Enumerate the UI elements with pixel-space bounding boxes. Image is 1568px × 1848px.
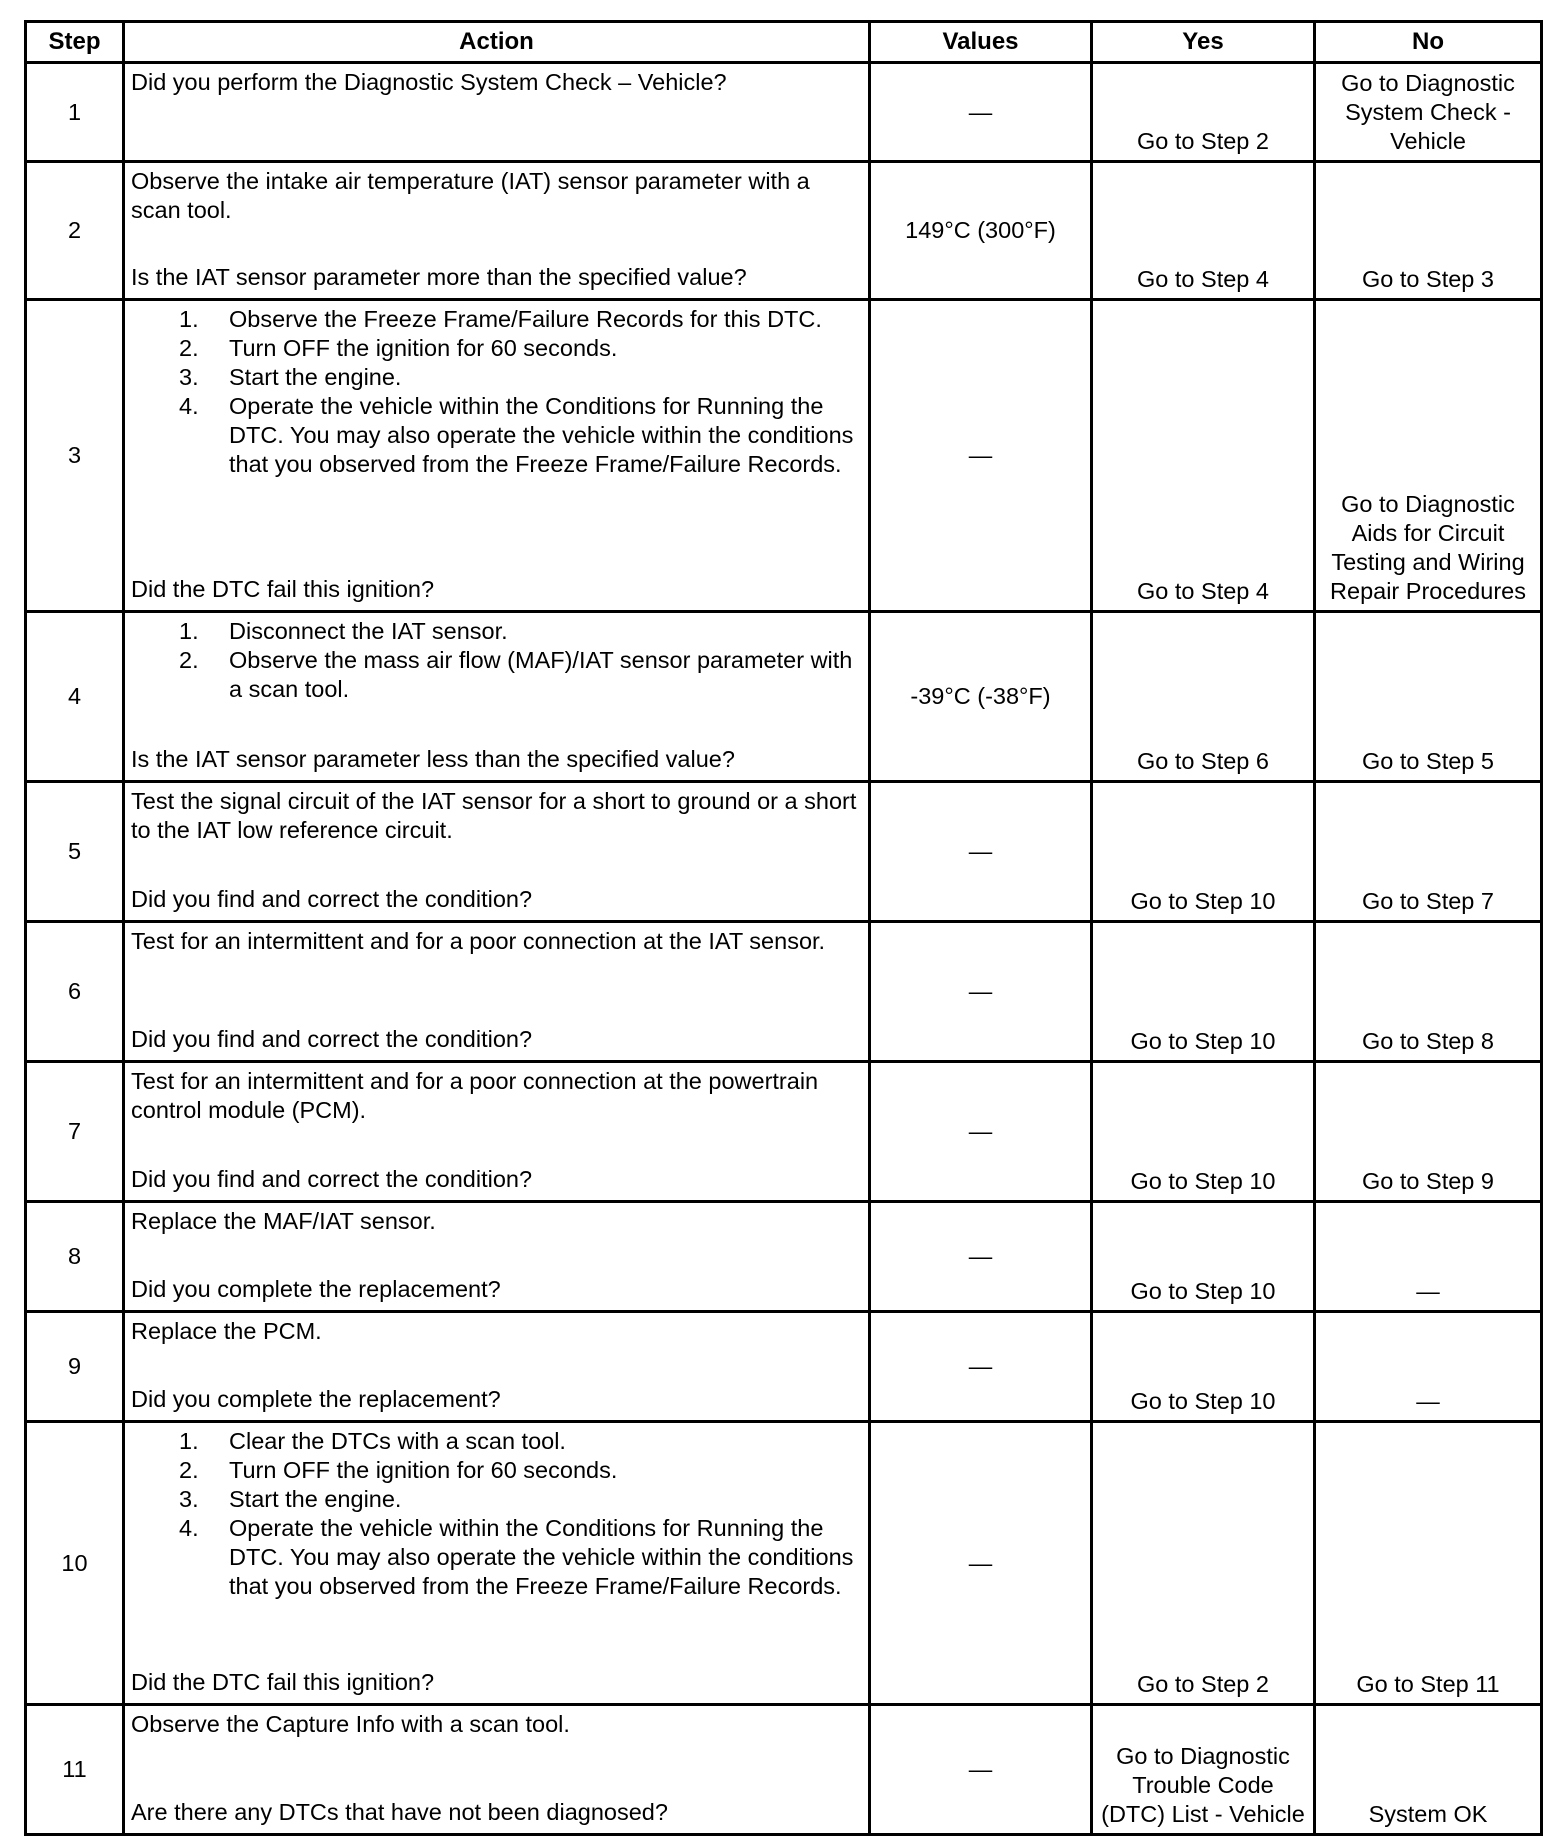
table-row [26,63,1542,162]
action-cell [124,1202,870,1312]
list-number: 1. [179,1428,199,1454]
list-number: 4. [179,393,199,419]
no-cell-text: Go to Step 7 [1362,888,1494,914]
step-cell: 8 [26,1202,124,1312]
header-no: No [1315,22,1542,63]
table-row [26,1422,1542,1705]
list-number: 4. [179,1515,199,1541]
list-text: Disconnect the IAT sensor. [229,618,508,644]
yes-cell-text: Go to Step 4 [1137,266,1269,292]
yes-cell-text: Go to Step 4 [1137,578,1269,604]
list-text: Clear the DTCs with a scan tool. [229,1428,566,1454]
table-row [26,1312,1542,1422]
yes-cell [1092,1312,1315,1422]
yes-cell-text: Go to Step 10 [1130,888,1276,914]
values-cell: -39°C (-38°F) [870,612,1092,782]
table-row [26,782,1542,922]
yes-cell [1092,1202,1315,1312]
values-cell: — [870,922,1092,1062]
yes-cell [1092,1422,1315,1705]
list-number: 1. [179,306,199,332]
list-text: Operate the vehicle within the Conditions for Running the DTC. You may also operate the vehicle within the conditions that you observed from the Freeze Frame/Failure Records. [229,393,854,477]
action-question: Is the IAT sensor parameter less than the specified value? [131,746,735,772]
list-item [131,334,860,363]
action-text: Test for an intermittent and for a poor connection at the IAT sensor. [131,928,826,954]
action-question: Are there any DTCs that have not been diagnosed? [131,1799,668,1825]
step-cell: 5 [26,782,124,922]
values-cell: — [870,63,1092,162]
action-question: Did the DTC fail this ignition? [131,1669,435,1695]
table-body [26,63,1542,1835]
step-cell: 9 [26,1312,124,1422]
no-cell [1315,162,1542,300]
action-cell [124,1312,870,1422]
yes-cell-text: Go to Step 10 [1130,1278,1276,1304]
yes-cell [1092,300,1315,612]
table-row [26,612,1542,782]
no-cell [1315,782,1542,922]
yes-cell [1092,1062,1315,1202]
yes-cell [1092,1705,1315,1835]
step-cell: 1 [26,63,124,162]
no-cell [1315,922,1542,1062]
values-cell: — [870,1062,1092,1202]
no-cell-text: Go to Diagnostic System Check - Vehicle [1341,70,1515,154]
no-cell [1315,300,1542,612]
yes-cell-text: Go to Step 2 [1137,128,1269,154]
step-cell: 6 [26,922,124,1062]
list-text: Observe the mass air flow (MAF)/IAT sensor parameter with a scan tool. [229,647,853,702]
values-cell: — [870,1312,1092,1422]
list-number: 1. [179,618,199,644]
list-number: 2. [179,647,199,673]
action-text: Observe the Capture Info with a scan tool. [131,1711,570,1737]
no-cell [1315,612,1542,782]
yes-cell-text: Go to Diagnostic Trouble Code (DTC) List - Vehicle [1101,1743,1305,1827]
action-cell [124,1422,870,1705]
action-question: Did you complete the replacement? [131,1276,501,1302]
no-cell [1315,63,1542,162]
values-cell: — [870,782,1092,922]
header-step: Step [26,22,124,63]
step-cell: 2 [26,162,124,300]
step-cell: 4 [26,612,124,782]
header-yes: Yes [1092,22,1315,63]
step-cell: 7 [26,1062,124,1202]
no-cell-text: System OK [1368,1801,1488,1827]
no-cell [1315,1202,1542,1312]
action-cell [124,162,870,300]
yes-cell-text: Go to Step 6 [1137,748,1269,774]
action-cell [124,922,870,1062]
yes-cell-text: Go to Step 10 [1130,1388,1276,1414]
no-cell-text: — [1416,1278,1440,1304]
action-cell [124,612,870,782]
action-cell [124,300,870,612]
action-text: Test the signal circuit of the IAT sensor for a short to ground or a short to the IAT low reference circuit. [131,788,857,843]
header-values: Values [870,22,1092,63]
action-text: Test for an intermittent and for a poor connection at the powertrain control module (PCM). [131,1068,819,1123]
yes-cell-text: Go to Step 10 [1130,1028,1276,1054]
list-item [131,1456,860,1485]
action-question: Did you find and correct the condition? [131,1026,533,1052]
table-row [26,922,1542,1062]
action-question: Did the DTC fail this ignition? [131,576,435,602]
list-text: Operate the vehicle within the Conditions for Running the DTC. You may also operate the vehicle within the conditions that you observed from the Freeze Frame/Failure Records. [229,1515,854,1599]
action-text: Replace the PCM. [131,1318,322,1344]
values-cell: — [870,300,1092,612]
list-text: Start the engine. [229,364,402,390]
action-text: Did you perform the Diagnostic System Check – Vehicle? [131,69,727,95]
yes-cell-text: Go to Step 2 [1137,1671,1269,1697]
action-cell [124,1062,870,1202]
no-cell [1315,1062,1542,1202]
list-item [131,1514,860,1601]
yes-cell [1092,63,1315,162]
yes-cell [1092,162,1315,300]
no-cell-text: Go to Step 3 [1362,266,1494,292]
list-number: 2. [179,1457,199,1483]
list-item [131,392,860,479]
values-cell: — [870,1422,1092,1705]
header-row [26,22,1542,63]
list-item [131,1485,860,1514]
table-row [26,1062,1542,1202]
list-number: 3. [179,1486,199,1512]
values-cell: — [870,1705,1092,1835]
no-cell [1315,1705,1542,1835]
yes-cell [1092,782,1315,922]
step-cell: 10 [26,1422,124,1705]
no-cell [1315,1422,1542,1705]
list-text: Observe the Freeze Frame/Failure Records for this DTC. [229,306,822,332]
action-question: Did you find and correct the condition? [131,886,533,912]
action-cell [124,782,870,922]
list-text: Turn OFF the ignition for 60 seconds. [229,1457,618,1483]
yes-cell [1092,612,1315,782]
action-steps [131,1427,860,1601]
no-cell-text: Go to Step 5 [1362,748,1494,774]
list-item [131,363,860,392]
action-steps [131,617,860,704]
list-item [131,1427,860,1456]
values-cell: 149°C (300°F) [870,162,1092,300]
no-cell-text: Go to Diagnostic Aids for Circuit Testing and Wiring Repair Procedures [1330,491,1526,604]
list-item [131,305,860,334]
list-number: 3. [179,364,199,390]
table-row [26,162,1542,300]
action-text: Observe the intake air temperature (IAT) sensor parameter with a scan tool. [131,168,810,223]
yes-cell [1092,922,1315,1062]
values-cell: — [870,1202,1092,1312]
header-action: Action [124,22,870,63]
action-text: Replace the MAF/IAT sensor. [131,1208,436,1234]
list-text: Start the engine. [229,1486,402,1512]
no-cell-text: Go to Step 9 [1362,1168,1494,1194]
no-cell-text: Go to Step 8 [1362,1028,1494,1054]
no-cell-text: Go to Step 11 [1356,1671,1500,1697]
no-cell [1315,1312,1542,1422]
action-question: Did you complete the replacement? [131,1386,501,1412]
no-cell-text: — [1416,1388,1440,1414]
table-row [26,300,1542,612]
action-cell [124,63,870,162]
action-question: Did you find and correct the condition? [131,1166,533,1192]
list-item [131,646,860,704]
yes-cell-text: Go to Step 10 [1130,1168,1276,1194]
list-number: 2. [179,335,199,361]
diagnostic-table [24,20,1543,1836]
table-row [26,1705,1542,1835]
action-steps [131,305,860,479]
list-item [131,617,860,646]
action-cell [124,1705,870,1835]
step-cell: 3 [26,300,124,612]
action-question: Is the IAT sensor parameter more than the specified value? [131,264,747,290]
table-row [26,1202,1542,1312]
list-text: Turn OFF the ignition for 60 seconds. [229,335,618,361]
step-cell: 11 [26,1705,124,1835]
